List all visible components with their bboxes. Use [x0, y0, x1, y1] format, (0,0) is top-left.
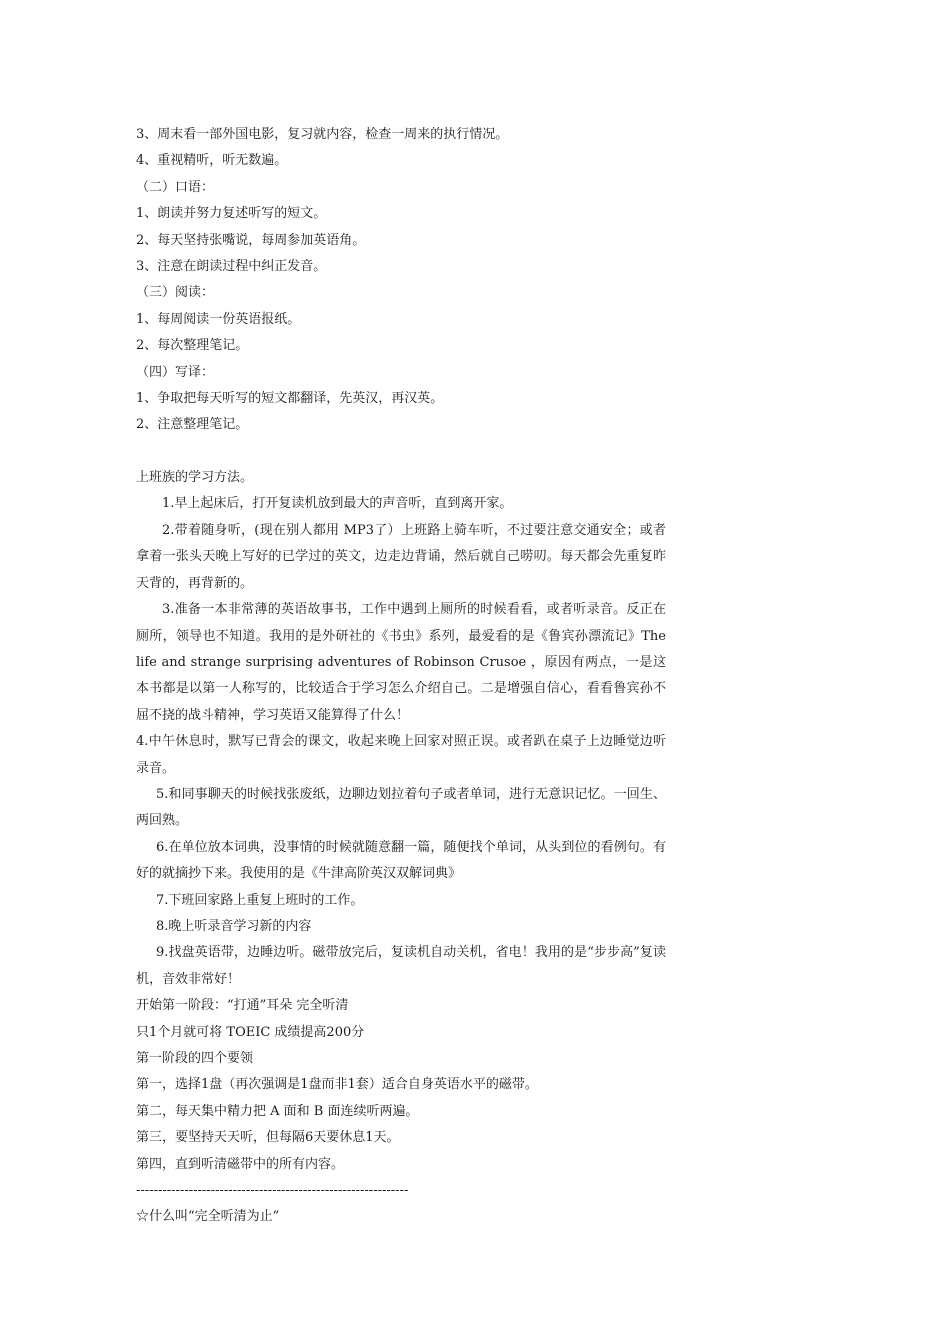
speaking-item: 2、每天坚持张嘴说，每周参加英语角。	[136, 232, 366, 248]
section-heading-speaking: （二）口语：	[136, 179, 215, 195]
stage-title: 开始第一阶段：“打通”耳朵 完全听清	[136, 998, 349, 1014]
office-tip-3: 3.准备一本非常薄的英语故事书，工作中遇到上厕所的时候看看，或者听录音。反正在厕所，领导也不知道。我用的是外研社的《书虫》系列，最爱看的是《鲁宾孙漂流记》The life and strange surprising adventures of Robinson Crusoe ，原因有两点，一是这本书都是以第一人称写的，比较适合于学习怎么介绍自己。二是增强自信心，看看鲁宾孙不屈不挠的战斗精神，学习英语又能算得了什么！	[136, 602, 666, 723]
office-tip-2: 2.带着随身听，(现在别人都用 MP3了）上班路上骑车听，不过要注意交通安全；或者拿着一张头天晚上写好的已学过的英文，边走边背诵，然后就自己唠叨。每天都会先重复昨天背的，再背新的。	[136, 522, 666, 591]
section-heading-writing: （四）写译：	[136, 364, 215, 380]
plan-item: 3、周末看一部外国电影，复习就内容，检查一周来的执行情况。	[136, 127, 509, 142]
writing-item: 2、注意整理笔记。	[136, 417, 249, 433]
office-title: 上班族的学习方法。	[136, 470, 254, 486]
reading-item: 2、每次整理笔记。	[136, 338, 249, 354]
office-tip-9: 9.找盘英语带，边睡边听。磁带放完后，复读机自动关机，省电！我用的是“步步高”复读机，音效非常好！	[136, 945, 666, 987]
blank-line	[136, 439, 666, 465]
speaking-item: 3、注意在朗读过程中纠正发音。	[136, 258, 327, 274]
plan-item: 4、重视精听，听无数遍。	[136, 153, 288, 169]
essentials-title: 第一阶段的四个要领	[136, 1050, 254, 1066]
essential-item: 第一，选择1盘（再次强调是1盘而非1套）适合自身英语水平的磁带。	[136, 1077, 538, 1093]
essential-item: 第三，要坚持天天听，但每隔6天要休息1天。	[136, 1130, 400, 1146]
writing-item: 1、争取把每天听写的短文都翻译，先英汉，再汉英。	[136, 390, 444, 406]
office-tip-4: 4.中午休息时，默写已背会的课文，收起来晚上回家对照正误。或者趴在桌子上边睡觉边听录音。	[136, 734, 666, 776]
section-heading-reading: （三）阅读：	[136, 285, 215, 301]
office-tip-6: 6.在单位放本词典，没事情的时候就随意翻一篇，随便找个单词，从头到位的看例句。有好的就摘抄下来。我使用的是《牛津高阶英汉双解词典》	[136, 839, 666, 882]
reading-item: 1、每周阅读一份英语报纸。	[136, 311, 301, 327]
office-tip-7: 7.下班回家路上重复上班时的工作。	[156, 892, 364, 908]
office-tip-8: 8.晚上听录音学习新的内容	[156, 918, 312, 934]
divider-line: --------------------------------------------------------------	[136, 1182, 409, 1198]
stage-subtitle: 只1个月就可将 TOEIC 成绩提高200分	[136, 1024, 365, 1040]
question-heading: ☆什么叫“完全听清为止”	[136, 1209, 280, 1225]
document-page	[136, 122, 666, 1231]
office-tip-1: 1.早上起床后，打开复读机放到最大的声音听，直到离开家。	[162, 496, 513, 512]
essential-item: 第二，每天集中精力把 A 面和 B 面连续听两遍。	[136, 1103, 419, 1119]
office-tip-5: 5.和同事聊天的时候找张废纸，边聊边划拉着句子或者单词，进行无意识记忆。一回生、两回熟。	[136, 786, 666, 829]
essential-item: 第四，直到听清磁带中的所有内容。	[136, 1156, 345, 1172]
speaking-item: 1、朗读并努力复述听写的短文。	[136, 206, 327, 222]
